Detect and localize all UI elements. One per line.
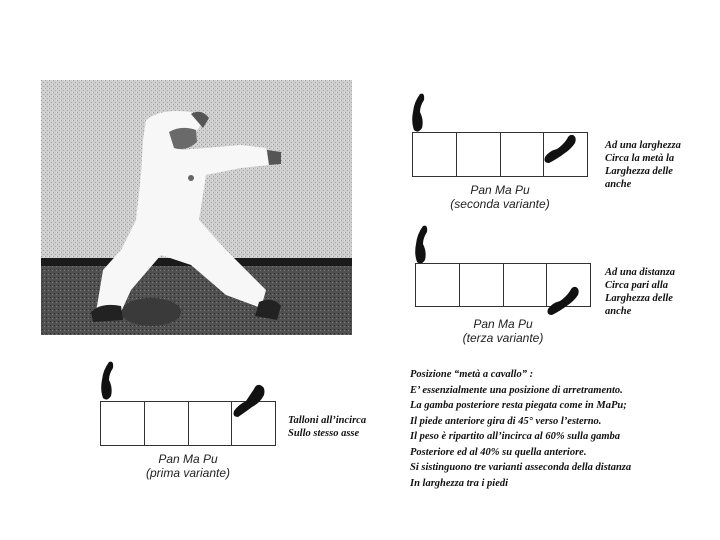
grid-cell <box>101 402 145 445</box>
note-line: Circa pari alla <box>605 280 669 291</box>
grid-cell <box>413 133 457 176</box>
front-foot-icon <box>232 383 266 419</box>
grid-cell <box>504 264 548 306</box>
grid-cell <box>460 264 504 306</box>
back-foot-icon <box>413 224 433 266</box>
diagram-subtitle: (prima variante) <box>145 466 231 480</box>
note-line: Ad una larghezza <box>605 140 681 151</box>
diagram-title: Pan Ma Pu <box>470 183 530 197</box>
note-line: Ad una distanza <box>605 267 676 278</box>
diagram-title: Pan Ma Pu <box>158 452 218 466</box>
diagram-note <box>605 266 717 318</box>
diagram-note <box>288 414 400 440</box>
description-line: Si sistinguono tre varianti asseconda della distanza <box>410 462 632 473</box>
description-line: Il piede anteriore gira di 45° verso l’esterno. <box>410 415 602 427</box>
description-line: La gamba posteriore resta piegata come in MaPu; <box>410 400 627 411</box>
note-line: Larghezza delle <box>605 166 673 177</box>
note-line: anche <box>605 306 632 317</box>
description-heading: Posizione “metà a cavallo” : <box>410 369 534 380</box>
floor <box>41 266 352 335</box>
note-line: Larghezza delle <box>605 293 673 304</box>
note-line: anche <box>605 179 632 190</box>
diagram-caption <box>100 452 276 480</box>
diagram-subtitle: (seconda variante) <box>450 197 550 211</box>
diagram-caption <box>415 317 591 345</box>
grid-cell <box>457 133 501 176</box>
description-line: Posteriore ed al 40% su quella anteriore. <box>410 446 587 458</box>
note-line: Talloni all’incirca <box>288 415 367 426</box>
diagram-title: Pan Ma Pu <box>473 317 533 331</box>
photo-illustration <box>41 80 352 335</box>
stance-description <box>410 367 715 491</box>
tai-chi-photo <box>41 80 352 335</box>
grid-cell <box>416 264 460 306</box>
grid-cell <box>189 402 233 445</box>
diagram-note <box>605 139 717 191</box>
front-foot-icon <box>543 133 577 165</box>
description-line: E’ essenzialmente una posizione di arretramento. <box>410 384 623 396</box>
description-line: Il peso è ripartito all’incirca al 60% sulla gamba <box>410 431 621 442</box>
back-foot-icon <box>99 360 119 402</box>
note-line: Circa la metà la <box>605 153 675 164</box>
grid-cell <box>501 133 545 176</box>
grid-cell <box>145 402 189 445</box>
diagram-caption <box>412 183 588 211</box>
description-line: In larghezza tra i piedi <box>410 477 509 489</box>
diagram-subtitle: (terza variante) <box>462 331 544 345</box>
note-line: Sullo stesso asse <box>288 428 360 439</box>
back-foot-icon <box>410 92 430 134</box>
front-foot-icon <box>546 285 580 317</box>
